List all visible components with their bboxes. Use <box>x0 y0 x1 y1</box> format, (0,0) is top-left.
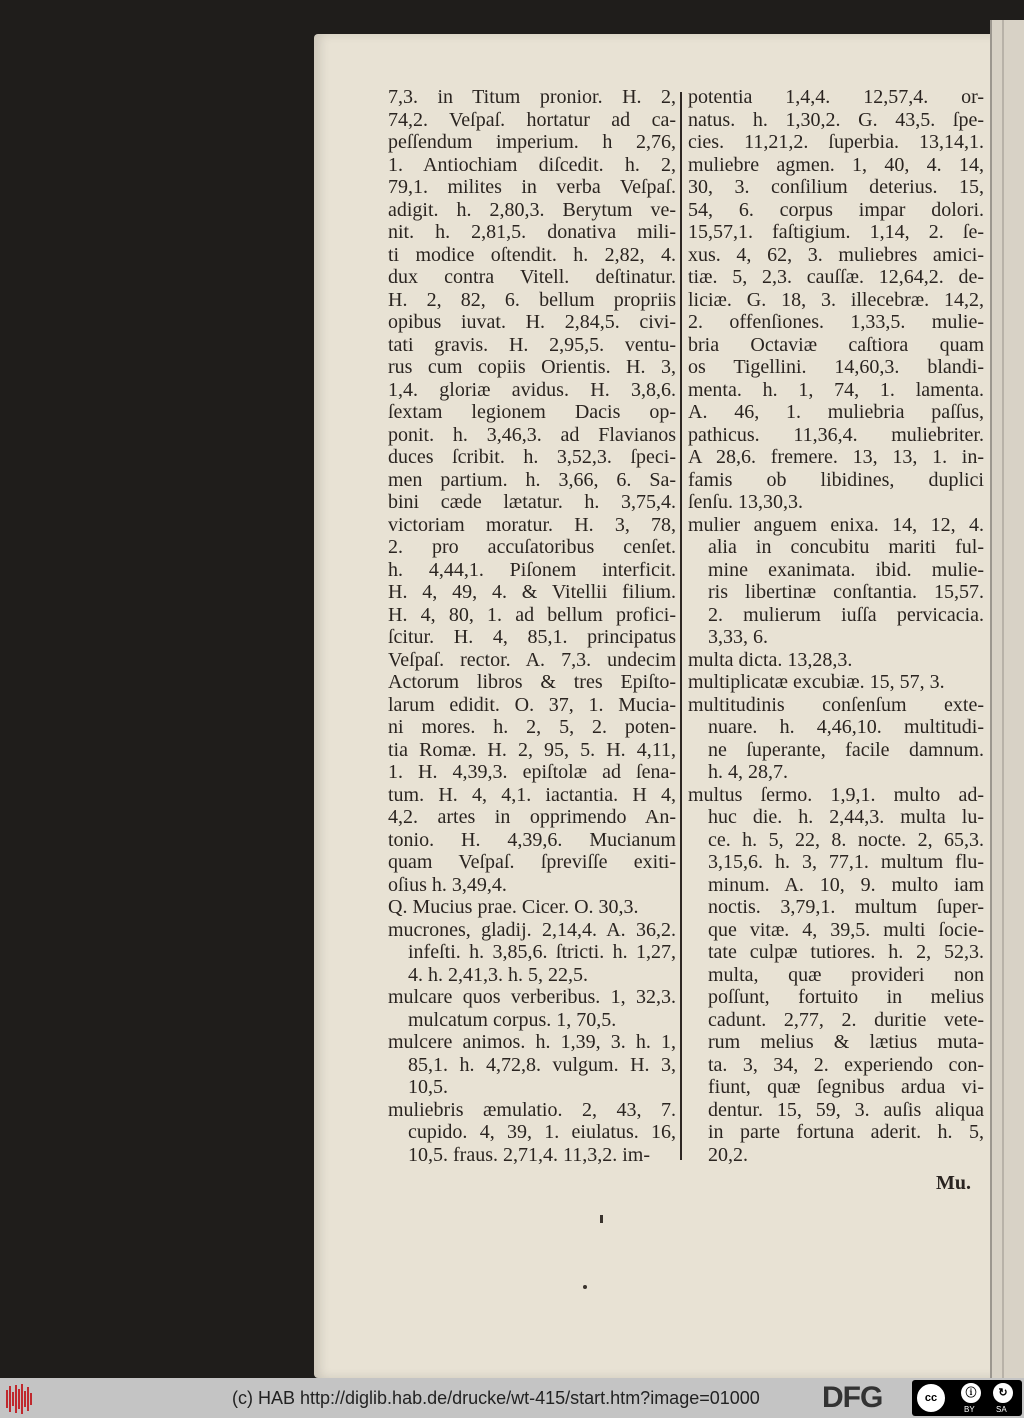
index-line: huc die. h. 2,44,3. multa lu- <box>708 806 984 828</box>
index-line: ſcitur. H. 4, 85,1. principatus <box>388 626 676 648</box>
index-line: alia in concubitu mariti ful- <box>708 536 984 558</box>
index-line: multa dicta. 13,28,3. <box>688 648 853 671</box>
column-rule <box>680 92 682 1160</box>
footer-bar <box>0 1378 1024 1418</box>
index-line: tiæ. 5, 2,3. cauſſæ. 12,64,2. de- <box>688 266 984 288</box>
index-line: rus cum copiis Orientis. H. 3, <box>388 356 676 378</box>
index-line: ſenſu. 13,30,3. <box>688 491 803 513</box>
index-line: A. 46, 1. muliebria paſſus, <box>688 401 984 423</box>
index-line: duces ſcribit. h. 3,52,3. ſpeci- <box>388 446 676 468</box>
dfg-logo[interactable]: DFG <box>822 1381 883 1414</box>
index-line: ris libertinæ conſtantia. 15,57. <box>708 581 984 603</box>
index-line: ti modice oſtendit. h. 2,82, 4. <box>388 243 676 266</box>
index-line: fiunt, quæ ſegnibus ardua vi- <box>708 1076 984 1098</box>
hab-logo-bar <box>27 1387 29 1411</box>
index-line: ne ſuperante, facile damnum. <box>708 738 984 761</box>
index-line: 2. mulierum iuſſa pervicacia. <box>708 603 984 626</box>
hab-logo-bar <box>12 1392 14 1406</box>
index-line: opibus iuvat. H. 2,84,5. civi- <box>388 311 676 333</box>
index-line: tum. H. 4, 4,1. iactantia. H 4, <box>388 783 676 806</box>
index-line: multa, quæ provideri non <box>708 963 984 986</box>
index-line: oſius h. 3,49,4. <box>388 873 507 896</box>
index-line: 74,2. Veſpaſ. hortatur ad ca- <box>388 108 676 131</box>
index-line: victoriam moratur. H. 3, 78, <box>388 513 676 536</box>
hab-logo-bar <box>24 1391 26 1407</box>
index-line: 79,1. milites in verba Veſpaſ. <box>388 176 676 198</box>
index-line: bini cæde lætatur. h. 3,75,4. <box>388 491 676 513</box>
index-line: Q. Mucius prae. Cicer. O. 30,3. <box>388 896 639 918</box>
index-line: que vitæ. 4, 39,5. multi ſocie- <box>708 918 984 941</box>
index-line: ni mores. h. 2, 5, 2. poten- <box>388 716 676 738</box>
by-label: BY <box>964 1405 975 1414</box>
index-line: 10,5. <box>408 1076 448 1098</box>
index-line: menta. h. 1, 74, 1. lamenta. <box>688 378 984 401</box>
index-line: tate culpæ tutiores. h. 2, 52,3. <box>708 941 984 963</box>
index-line: 7,3. in Titum pronior. H. 2, <box>388 86 676 108</box>
cc-license-badge[interactable] <box>912 1380 1022 1416</box>
index-column-left <box>388 86 676 1166</box>
index-line: ſextam legionem Dacis op- <box>388 401 676 423</box>
hab-logo-bar <box>6 1390 8 1408</box>
index-line: bria Octaviæ caſtiora quam <box>688 333 984 356</box>
index-line: ta. 3, 34, 2. experiendo con- <box>708 1053 984 1076</box>
cc-icon: cc <box>916 1383 946 1413</box>
index-line: cupido. 4, 39, 1. eiulatus. 16, <box>408 1121 676 1143</box>
index-line: Veſpaſ. rector. A. 7,3. undecim <box>388 648 676 671</box>
index-line: infeſti. h. 3,85,6. ſtricti. h. 1,27, <box>408 941 676 963</box>
by-icon: ⓘ <box>960 1382 982 1404</box>
hab-logo-bar <box>21 1384 23 1414</box>
index-line: natus. h. 1,30,2. G. 43,5. ſpe- <box>688 108 984 131</box>
index-line: A 28,6. fremere. 13, 13, 1. in- <box>688 446 984 468</box>
sa-icon: ↻ <box>992 1382 1014 1404</box>
index-line: pathicus. 11,36,4. muliebriter. <box>688 423 984 446</box>
index-line: xus. 4, 62, 3. muliebres amici- <box>688 243 984 266</box>
index-line: multus ſermo. 1,9,1. multo ad- <box>688 783 984 806</box>
index-line: nit. h. 2,81,5. donativa mili- <box>388 221 676 243</box>
index-line: h. 4, 28,7. <box>708 761 788 783</box>
index-line: mulcare quos verberibus. 1, 32,3. <box>388 986 676 1008</box>
ink-speck <box>600 1215 603 1223</box>
hab-logo-icon[interactable] <box>6 1384 36 1414</box>
index-line: 1. Antiochiam diſcedit. h. 2, <box>388 153 676 176</box>
catchword: Mu. <box>936 1172 971 1194</box>
index-line: 3,33, 6. <box>708 626 768 648</box>
sa-label: SA <box>996 1405 1007 1414</box>
index-line: 4,2. artes in opprimendo An- <box>388 806 676 828</box>
index-line: 1. H. 4,39,3. epiſtolæ ad ſena- <box>388 761 676 783</box>
index-line: peſſendum imperium. h 2,76, <box>388 131 676 153</box>
ink-dot <box>583 1285 587 1289</box>
index-line: 10,5. fraus. 2,71,4. 11,3,2. im- <box>408 1143 651 1166</box>
index-line: H. 4, 80, 1. ad bellum profici- <box>388 603 676 626</box>
index-line: dux contra Vitell. deſtinatur. <box>388 266 676 288</box>
index-line: 1,4. gloriæ avidus. H. 3,8,6. <box>388 378 676 401</box>
index-line: 3,15,6. h. 3, 77,1. multum flu- <box>708 851 984 873</box>
index-line: adigit. h. 2,80,3. Berytum ve- <box>388 198 676 221</box>
index-line: men partium. h. 3,66, 6. Sa- <box>388 468 676 491</box>
index-line: muliebris æmulatio. 2, 43, 7. <box>388 1098 676 1121</box>
index-line: 20,2. <box>708 1143 748 1166</box>
index-line: 30, 3. conſilium deterius. 15, <box>688 176 984 198</box>
index-line: H. 4, 49, 4. & Vitellii filium. <box>388 581 676 603</box>
index-line: 85,1. h. 4,72,8. vulgum. H. 3, <box>408 1053 676 1076</box>
credit-link[interactable]: (c) HAB http://diglib.hab.de/drucke/wt-415/start.htm?image=01000 <box>232 1388 760 1408</box>
index-line: tati gravis. H. 2,95,5. ventu- <box>388 333 676 356</box>
index-line: 2. pro accuſatoribus cenſet. <box>388 536 676 558</box>
index-line: mulier anguem enixa. 14, 12, 4. <box>688 513 984 536</box>
index-line: cadunt. 2,77, 2. duritie vete- <box>708 1008 984 1031</box>
index-line: tia Romæ. H. 2, 95, 5. H. 4,11, <box>388 738 676 761</box>
index-line: os Tigellini. 14,60,3. blandi- <box>688 356 984 378</box>
next-page-edge <box>990 20 1024 1378</box>
hab-logo-bar <box>18 1389 20 1409</box>
hab-logo-bar <box>15 1385 17 1413</box>
index-line: cies. 11,21,2. ſuperbia. 13,14,1. <box>688 131 984 153</box>
index-line: mulcere animos. h. 1,39, 3. h. 1, <box>388 1031 676 1053</box>
index-line: famis ob libidines, duplici <box>688 468 984 491</box>
index-line: rum melius & lætius muta- <box>708 1031 984 1053</box>
index-line: quam Veſpaſ. ſpreviſſe exiti- <box>388 851 676 873</box>
index-line: dentur. 15, 59, 3. auſis aliqua <box>708 1098 984 1121</box>
index-line: in parte fortuna aderit. h. 5, <box>708 1121 984 1143</box>
index-column-right <box>688 86 984 1166</box>
index-line: Actorum libros & tres Epiſto- <box>388 671 676 693</box>
index-line: noctis. 3,79,1. multum ſuper- <box>708 896 984 918</box>
index-line: larum edidit. O. 37, 1. Mucia- <box>388 693 676 716</box>
index-line: mucrones, gladij. 2,14,4. A. 36,2. <box>388 918 676 941</box>
index-line: multitudinis conſenſum exte- <box>688 693 984 716</box>
index-line: mulcatum corpus. 1, 70,5. <box>408 1008 617 1031</box>
index-line: 4. h. 2,41,3. h. 5, 22,5. <box>408 963 588 986</box>
index-line: poſſunt, fortuito in melius <box>708 986 984 1008</box>
index-line: mine exanimata. ibid. mulie- <box>708 558 984 581</box>
index-line: muliebre agmen. 1, 40, 4. 14, <box>688 153 984 176</box>
index-line: h. 4,44,1. Piſonem interficit. <box>388 558 676 581</box>
index-line: multiplicatæ excubiæ. 15, 57, 3. <box>688 671 945 693</box>
index-line: ce. h. 5, 22, 8. nocte. 2, 65,3. <box>708 828 984 851</box>
hab-logo-bar <box>9 1386 11 1412</box>
index-line: minum. A. 10, 9. multo iam <box>708 873 984 896</box>
index-line: potentia 1,4,4. 12,57,4. or- <box>688 86 984 108</box>
index-line: tonio. H. 4,39,6. Mucianum <box>388 828 676 851</box>
index-line: ponit. h. 3,46,3. ad Flavianos <box>388 423 676 446</box>
index-line: H. 2, 82, 6. bellum propriis <box>388 288 676 311</box>
index-line: 15,57,1. faſtigium. 1,14, 2. ſe- <box>688 221 984 243</box>
index-line: liciæ. G. 18, 3. illecebræ. 14,2, <box>688 288 984 311</box>
hab-logo-bar <box>30 1393 32 1405</box>
index-line: 54, 6. corpus impar dolori. <box>688 198 984 221</box>
index-line: 2. offenſiones. 1,33,5. mulie- <box>688 311 984 333</box>
index-line: nuare. h. 4,46,10. multitudi- <box>708 716 984 738</box>
